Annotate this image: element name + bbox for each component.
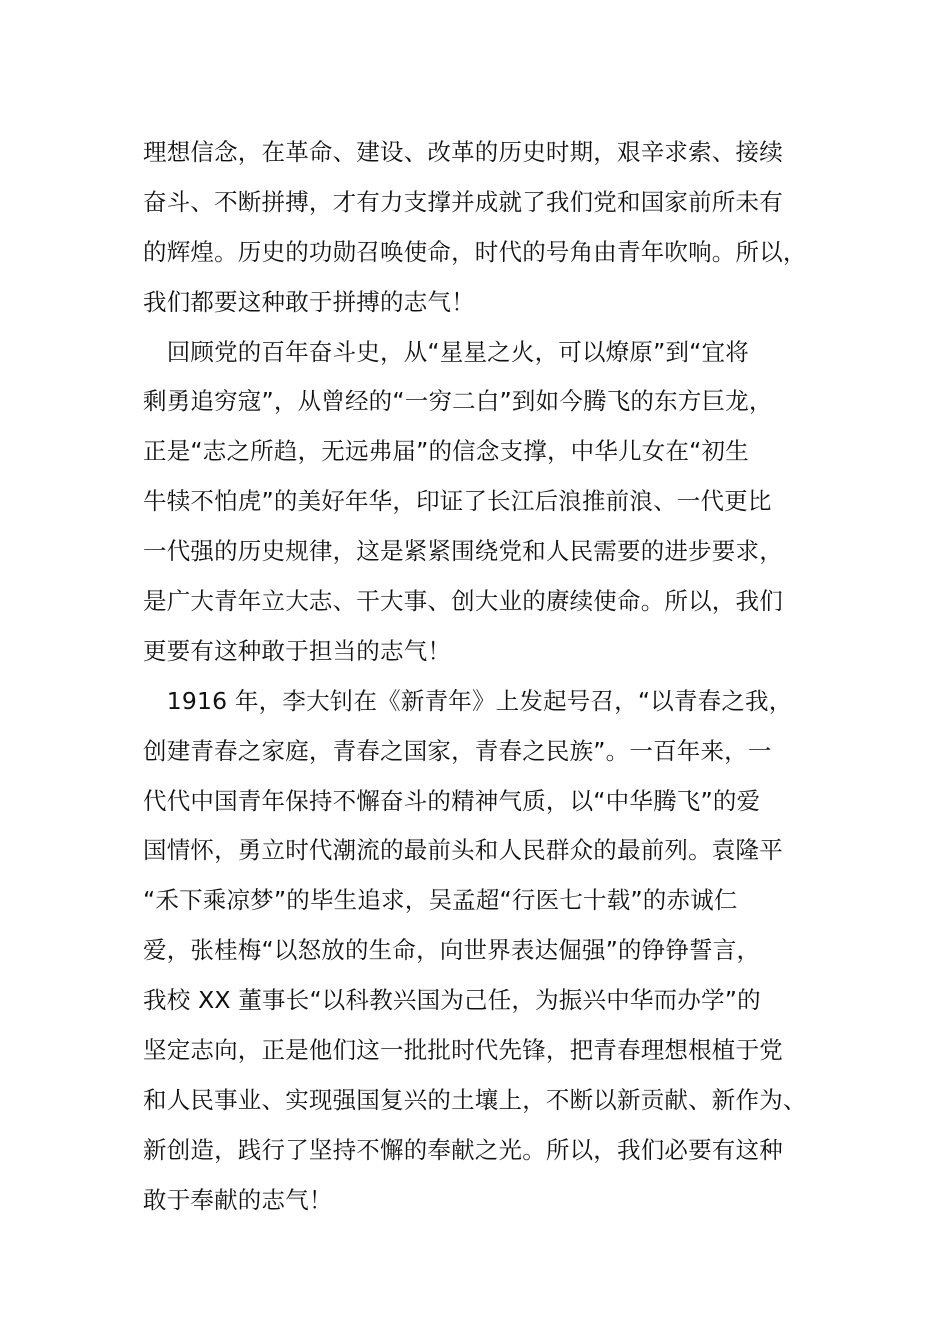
- text-line: 爱，张桂梅“以怒放的生命，向世界表达倔强”的铮铮誓言，: [143, 936, 761, 965]
- text-line: 新创造，践行了坚持不懈的奉献之光。所以，我们必要有这种: [143, 1135, 783, 1164]
- text-line: 奋斗、不断拼搏，才有力支撑并成就了我们党和国家前所未有: [143, 187, 783, 216]
- text-line: 更要有这种敢于担当的志气！: [143, 636, 452, 665]
- document-body: [143, 128, 833, 1226]
- text-line: 我校 XX 董事长“以科教兴国为己任，为振兴中华而办学”的: [143, 986, 761, 1015]
- text-line: 国情怀，勇立时代潮流的最前头和人民群众的最前列。袁隆平: [143, 836, 783, 865]
- text-line: 正是“志之所趋，无远弗届”的信念支撑，中华儿女在“初生: [143, 437, 749, 466]
- text-line: 代代中国青年保持不懈奋斗的精神气质，以“中华腾飞”的爱: [143, 786, 761, 815]
- text-line: 剩勇追穷寇”，从曾经的“一穷二白”到如今腾飞的东方巨龙，: [143, 387, 773, 416]
- text-line: “禾下乘凉梦”的毕生追求，吴孟超“行医七十载”的赤诚仁: [143, 886, 738, 915]
- text-line: 1916 年，李大钊在《新青年》上发起号召，“以青春之我，: [143, 686, 793, 715]
- text-line: 是广大青年立大志、干大事、创大业的赓续使命。所以，我们: [143, 587, 783, 616]
- text-line: 创建青春之家庭，青春之国家，青春之民族”。一百年来，一: [143, 736, 772, 765]
- text-line: 的辉煌。历史的功勋召唤使命，时代的号角由青年吹响。所以，: [143, 237, 807, 266]
- text-line: 一代强的历史规律，这是紧紧围绕党和人民需要的进步要求，: [143, 537, 783, 566]
- text-line: 和人民事业、实现强国复兴的土壤上，不断以新贡献、新作为、: [143, 1085, 807, 1114]
- text-line: 牛犊不怕虎”的美好年华，印证了长江后浪推前浪、一代更比: [143, 487, 772, 516]
- text-line: 我们都要这种敢于拼搏的志气！: [143, 287, 475, 316]
- text-line: 理想信念，在革命、建设、改革的历史时期，艰辛求索、接续: [143, 138, 783, 166]
- text-line: 敢于奉献的志气！: [143, 1185, 333, 1214]
- text-line: 回顾党的百年奋斗史，从“星星之火，可以燎原”到“宜将: [143, 337, 749, 366]
- text-line: 坚定志向，正是他们这一批批时代先锋，把青春理想根植于党: [143, 1036, 783, 1065]
